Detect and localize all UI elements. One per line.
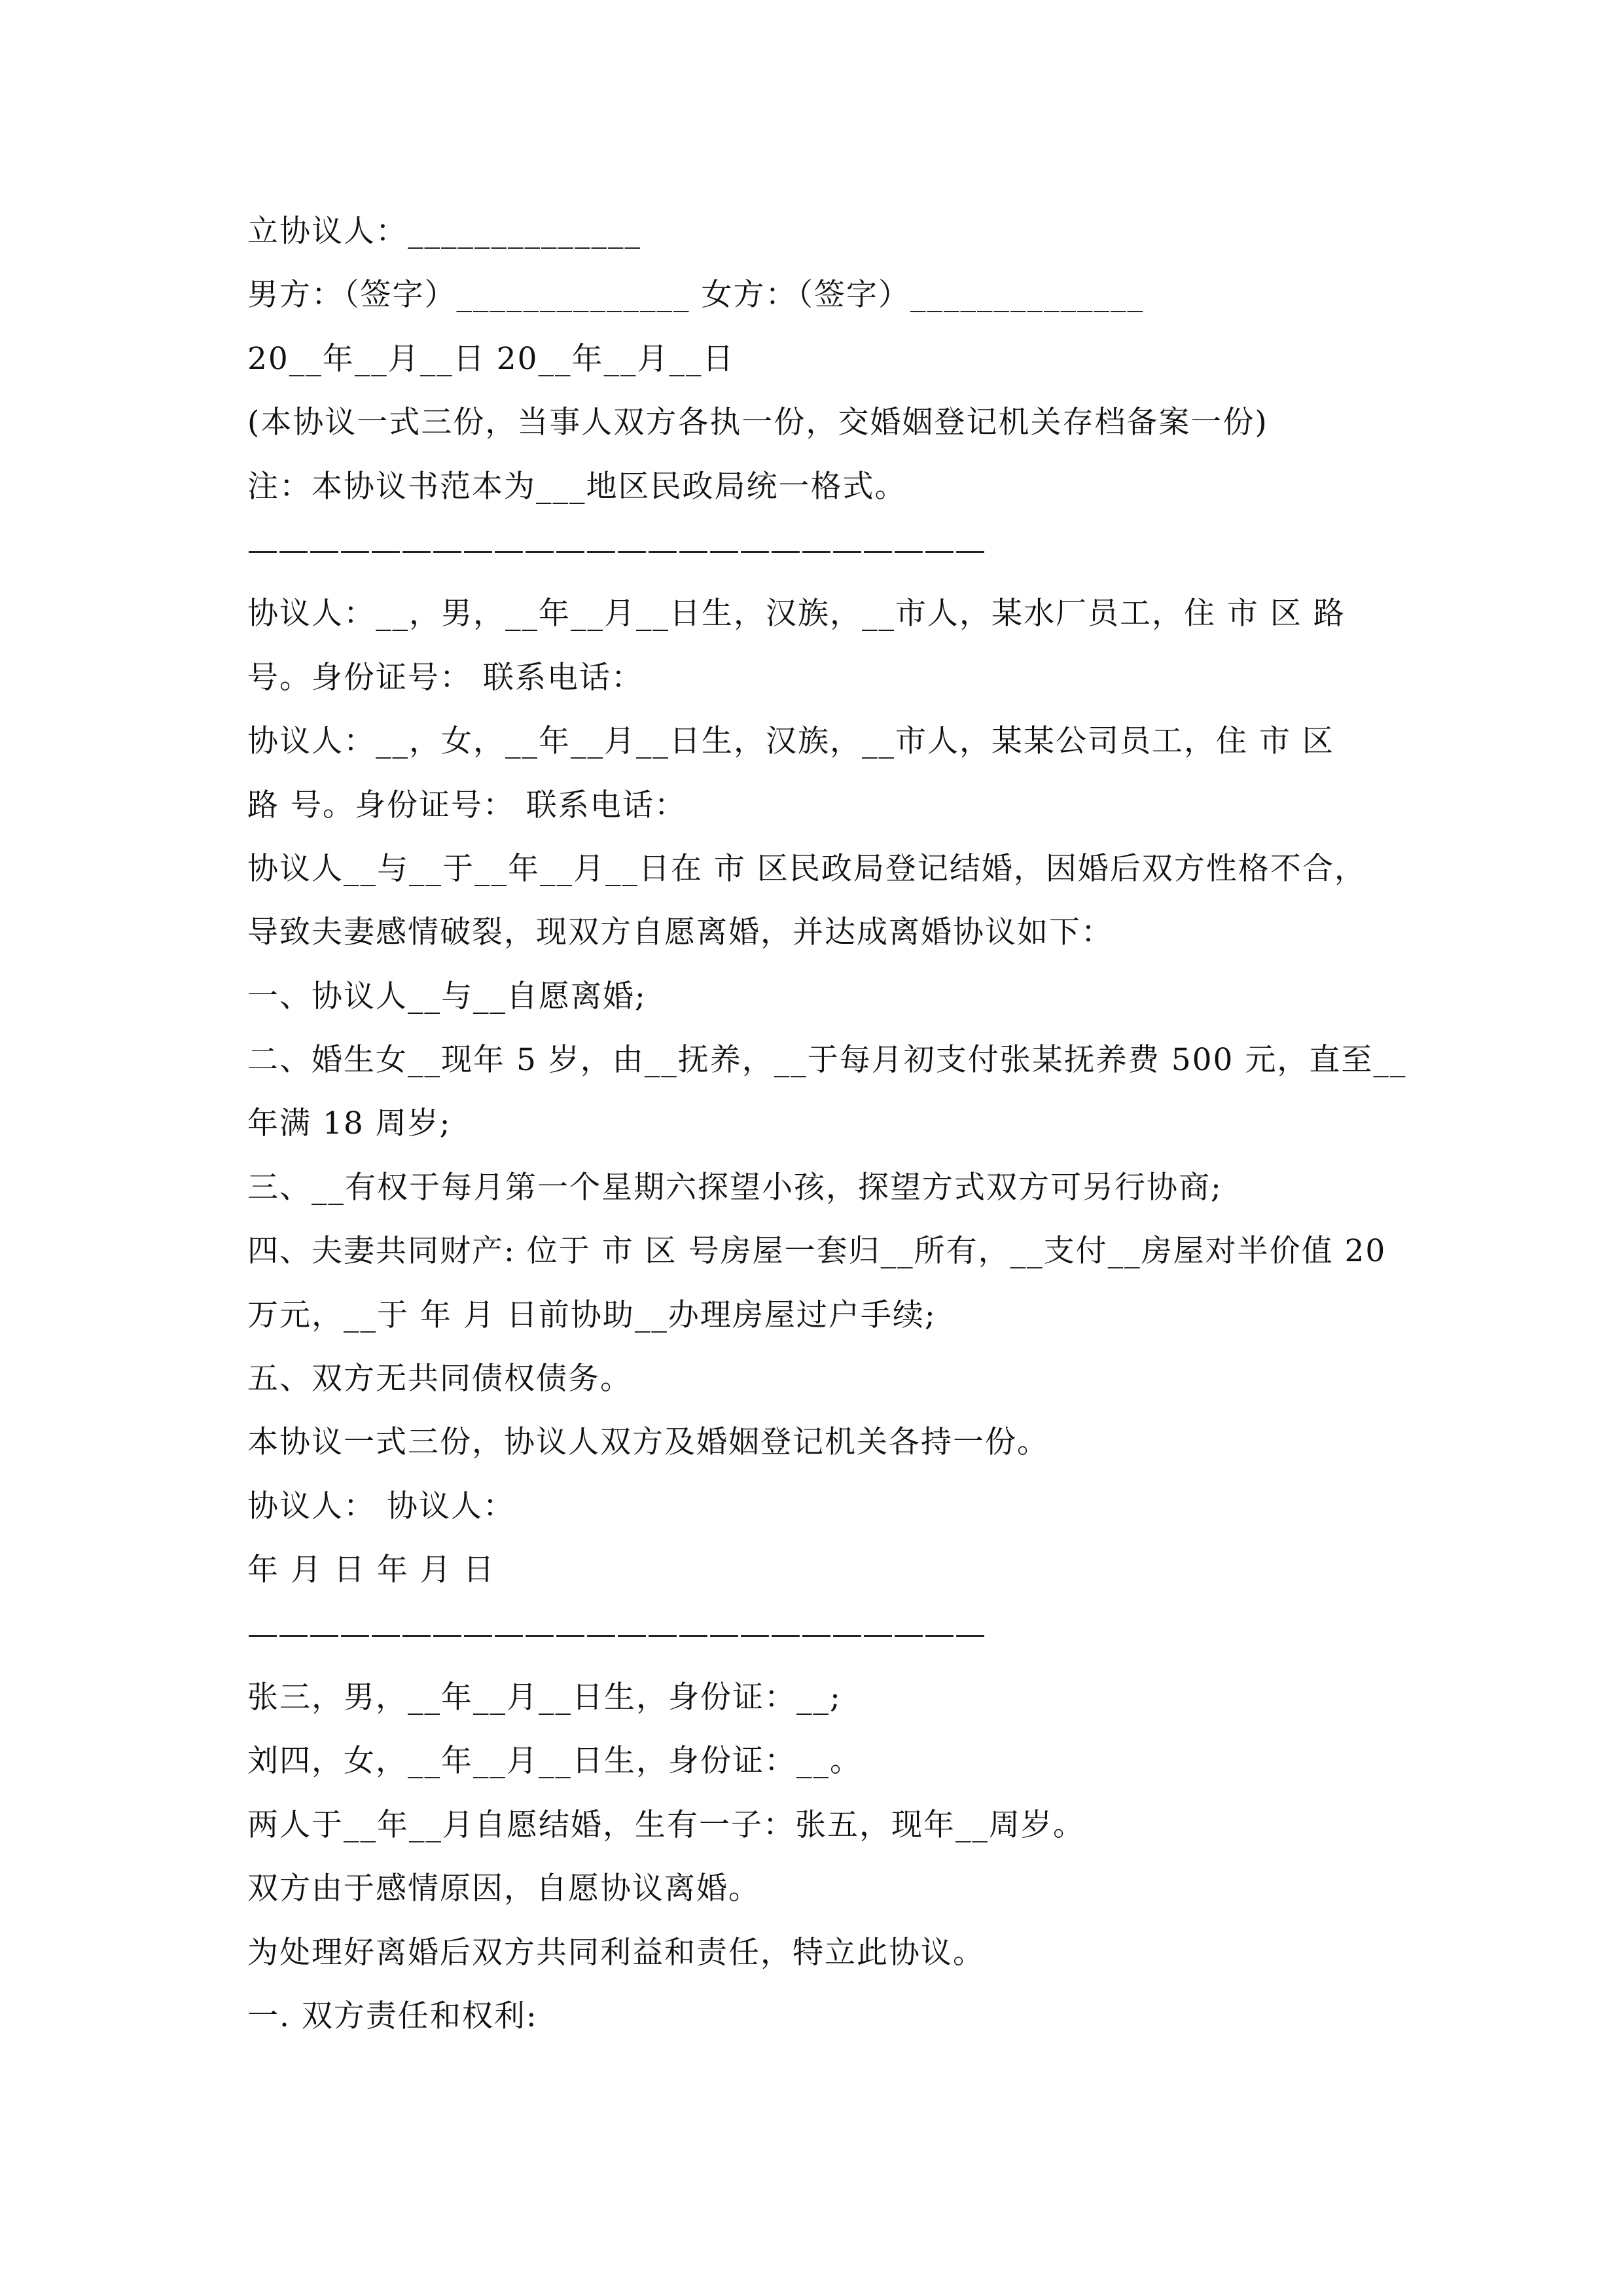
document-body bbox=[247, 200, 1407, 2048]
signatories-line: 协议人： 协议人： bbox=[247, 1488, 515, 1524]
clause-four-cont: 万元，__于 年 月 日前协助__办理房屋过户手续; bbox=[247, 1297, 936, 1333]
marriage-child-info: 两人于__年__月自愿结婚，生有一子：张五，现年__周岁。 bbox=[247, 1806, 1085, 1843]
marriage-background: 协议人__与__于__年__月__日在 市 区民政局登记结婚，因婚后双方性格不合， bbox=[247, 850, 1366, 887]
clause-two: 二、婚生女__现年 5 岁，由__抚养，__于每月初支付张某抚养费 500 元，直至__ bbox=[247, 1042, 1407, 1079]
section-divider: ———————————————————————— bbox=[247, 1615, 986, 1652]
clause-five: 五、双方无共同债权债务。 bbox=[247, 1361, 632, 1397]
party-two-contact: 路 号。身份证号： 联系电话： bbox=[247, 787, 687, 823]
clause-one: 一、协议人__与__自愿离婚; bbox=[247, 978, 647, 1014]
date-line: 20__年__月__日 20__年__月__日 bbox=[247, 340, 735, 377]
marriage-background-cont: 导致夫妻感情破裂，现双方自愿离婚，并达成离婚协议如下： bbox=[247, 914, 1113, 951]
agreement-purpose: 为处理好离婚后双方共同利益和责任，特立此协议。 bbox=[247, 1934, 985, 1971]
section-divider: ———————————————————————— bbox=[247, 531, 986, 568]
divorce-reason: 双方由于感情原因，自愿协议离婚。 bbox=[247, 1871, 760, 1907]
party-zhang-info: 张三，男，__年__月__日生，身份证：__; bbox=[247, 1679, 842, 1715]
section-heading-rights: 一. 双方责任和权利: bbox=[247, 1998, 538, 2034]
party-one-info: 协议人：__，男，__年__月__日生，汉族，__市人，某水厂员工，住 市 区 路 bbox=[247, 596, 1346, 632]
template-note: 注：本协议书范本为___地区民政局统一格式。 bbox=[247, 468, 907, 505]
copies-note: (本协议一式三份，当事人双方各执一份，交婚姻登记机关存档备案一份) bbox=[247, 404, 1268, 441]
signing-dates-line: 年 月 日 年 月 日 bbox=[247, 1552, 495, 1588]
party-liu-info: 刘四，女，__年__月__日生，身份证：__。 bbox=[247, 1743, 862, 1780]
clause-three: 三、__有权于每月第一个星期六探望小孩，探望方式双方可另行协商; bbox=[247, 1169, 1222, 1206]
clause-two-cont: 年满 18 周岁; bbox=[247, 1105, 452, 1142]
party-one-contact: 号。身份证号： 联系电话： bbox=[247, 659, 643, 696]
clause-four: 四、夫妻共同财产: 位于 市 区 号房屋一套归__所有，__支付__房屋对半价值 20 bbox=[247, 1233, 1387, 1270]
signature-line: 男方：（签字）______________ 女方：（签字）______________ bbox=[247, 277, 1144, 314]
copies-clause: 本协议一式三份，协议人双方及婚姻登记机关各持一份。 bbox=[247, 1424, 1049, 1461]
party-two-info: 协议人：__，女，__年__月__日生，汉族，__市人，某某公司员工，住 市 区 bbox=[247, 723, 1334, 760]
agreement-party-line: 立协议人：______________ bbox=[247, 213, 641, 249]
